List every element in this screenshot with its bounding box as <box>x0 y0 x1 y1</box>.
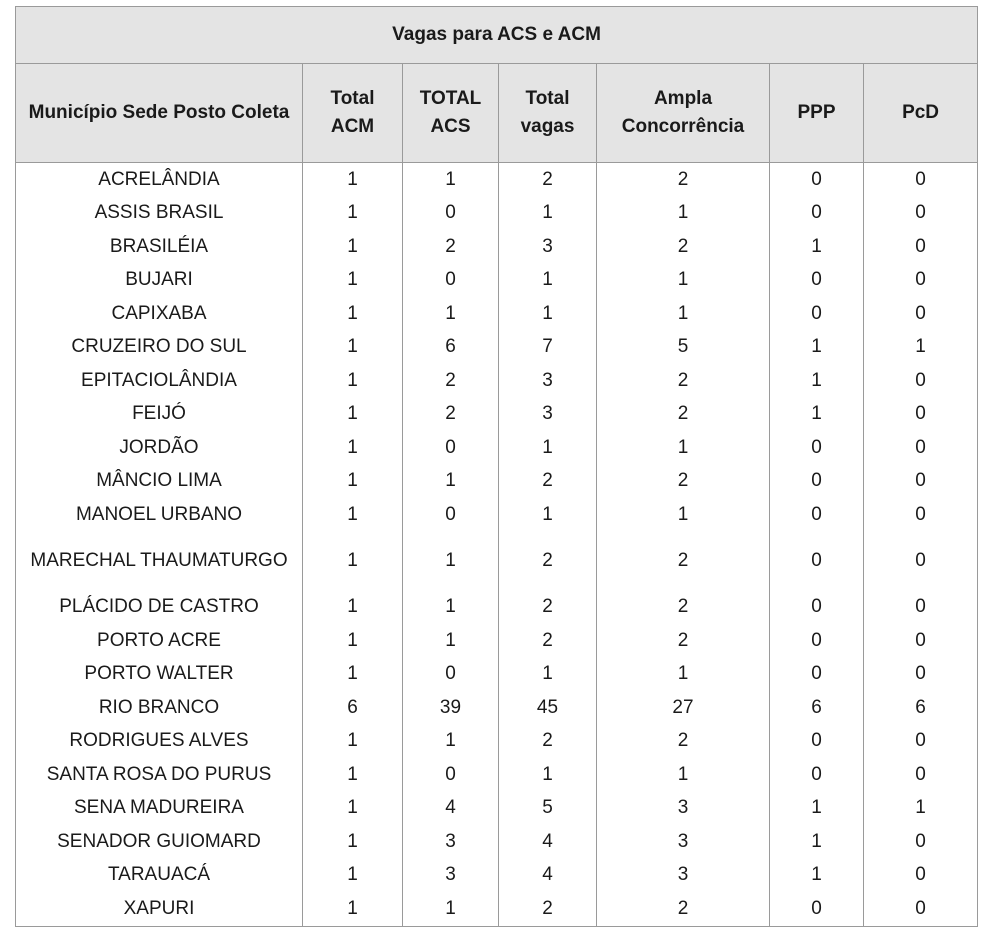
ppp-cell: 0 <box>770 532 864 591</box>
municipio-cell: MÂNCIO LIMA <box>16 465 303 499</box>
total-acm-cell: 1 <box>303 331 403 365</box>
municipio-cell: SENADOR GUIOMARD <box>16 825 303 859</box>
ppp-cell: 0 <box>770 431 864 465</box>
total-acm-cell: 1 <box>303 230 403 264</box>
table-row <box>16 398 978 432</box>
ampla-concorrencia-cell: 2 <box>597 725 770 759</box>
total-acm-cell: 1 <box>303 758 403 792</box>
table-row <box>16 691 978 725</box>
municipio-cell: ASSIS BRASIL <box>16 197 303 231</box>
ampla-concorrencia-cell: 1 <box>597 297 770 331</box>
total-acm-cell: 1 <box>303 431 403 465</box>
total-vagas-cell: 3 <box>499 364 597 398</box>
total-vagas-cell: 3 <box>499 398 597 432</box>
total-acs-cell: 1 <box>403 624 499 658</box>
total-acm-cell: 1 <box>303 725 403 759</box>
ppp-cell: 1 <box>770 331 864 365</box>
ppp-cell: 0 <box>770 465 864 499</box>
municipio-cell: CAPIXABA <box>16 297 303 331</box>
ppp-cell: 0 <box>770 163 864 197</box>
total-acm-cell: 1 <box>303 498 403 532</box>
municipio-cell: TARAUACÁ <box>16 859 303 893</box>
pcd-cell: 0 <box>864 465 978 499</box>
total-acs-cell: 3 <box>403 825 499 859</box>
table-row <box>16 264 978 298</box>
total-acs-cell: 1 <box>403 465 499 499</box>
ppp-cell: 0 <box>770 892 864 926</box>
pcd-cell: 6 <box>864 691 978 725</box>
total-acm-cell: 1 <box>303 364 403 398</box>
municipio-cell: RODRIGUES ALVES <box>16 725 303 759</box>
total-acs-cell: 6 <box>403 331 499 365</box>
municipio-cell: BRASILÉIA <box>16 230 303 264</box>
ampla-concorrencia-cell: 5 <box>597 331 770 365</box>
ppp-cell: 1 <box>770 230 864 264</box>
ampla-concorrencia-cell: 2 <box>597 465 770 499</box>
pcd-cell: 0 <box>864 591 978 625</box>
ampla-concorrencia-cell: 2 <box>597 591 770 625</box>
pcd-cell: 0 <box>864 658 978 692</box>
total-vagas-cell: 2 <box>499 465 597 499</box>
ampla-concorrencia-cell: 1 <box>597 758 770 792</box>
pcd-cell: 0 <box>864 230 978 264</box>
pcd-cell: 0 <box>864 264 978 298</box>
total-acs-cell: 39 <box>403 691 499 725</box>
table-row <box>16 624 978 658</box>
total-acs-cell: 0 <box>403 264 499 298</box>
ppp-cell: 0 <box>770 297 864 331</box>
total-acm-cell: 1 <box>303 264 403 298</box>
table-row <box>16 892 978 926</box>
table-row <box>16 725 978 759</box>
total-acs-cell: 1 <box>403 725 499 759</box>
total-vagas-cell: 1 <box>499 264 597 298</box>
table-body <box>16 163 978 927</box>
table-row <box>16 331 978 365</box>
total-vagas-cell: 4 <box>499 859 597 893</box>
municipio-cell: JORDÃO <box>16 431 303 465</box>
total-acm-cell: 1 <box>303 624 403 658</box>
header-ampla-concorrencia: Ampla Concorrência <box>597 64 770 163</box>
vacancy-table-container <box>15 6 977 927</box>
ampla-concorrencia-cell: 3 <box>597 859 770 893</box>
total-vagas-cell: 1 <box>499 197 597 231</box>
total-acs-cell: 0 <box>403 197 499 231</box>
table-row <box>16 230 978 264</box>
municipio-cell: SENA MADUREIRA <box>16 792 303 826</box>
table-row <box>16 364 978 398</box>
total-acs-cell: 0 <box>403 658 499 692</box>
total-vagas-cell: 2 <box>499 892 597 926</box>
table-row <box>16 163 978 197</box>
total-acm-cell: 1 <box>303 591 403 625</box>
pcd-cell: 0 <box>864 859 978 893</box>
table-row <box>16 197 978 231</box>
ampla-concorrencia-cell: 2 <box>597 230 770 264</box>
ampla-concorrencia-cell: 27 <box>597 691 770 725</box>
table-row <box>16 859 978 893</box>
total-acm-cell: 1 <box>303 197 403 231</box>
ampla-concorrencia-cell: 2 <box>597 398 770 432</box>
ampla-concorrencia-cell: 1 <box>597 197 770 231</box>
table-row <box>16 591 978 625</box>
municipio-cell: FEIJÓ <box>16 398 303 432</box>
total-acm-cell: 1 <box>303 792 403 826</box>
pcd-cell: 0 <box>864 825 978 859</box>
ampla-concorrencia-cell: 2 <box>597 624 770 658</box>
total-acs-cell: 4 <box>403 792 499 826</box>
table-title: Vagas para ACS e ACM <box>16 7 978 64</box>
total-vagas-cell: 5 <box>499 792 597 826</box>
header-pcd: PcD <box>864 64 978 163</box>
ppp-cell: 0 <box>770 498 864 532</box>
pcd-cell: 0 <box>864 398 978 432</box>
ppp-cell: 1 <box>770 398 864 432</box>
total-acs-cell: 1 <box>403 892 499 926</box>
total-acs-cell: 3 <box>403 859 499 893</box>
ampla-concorrencia-cell: 3 <box>597 825 770 859</box>
total-acm-cell: 6 <box>303 691 403 725</box>
municipio-cell: BUJARI <box>16 264 303 298</box>
ampla-concorrencia-cell: 3 <box>597 792 770 826</box>
ppp-cell: 1 <box>770 859 864 893</box>
total-acs-cell: 2 <box>403 398 499 432</box>
header-total-acm: Total ACM <box>303 64 403 163</box>
total-vagas-cell: 1 <box>499 297 597 331</box>
total-vagas-cell: 1 <box>499 758 597 792</box>
total-vagas-cell: 1 <box>499 658 597 692</box>
header-municipio: Município Sede Posto Coleta <box>16 64 303 163</box>
table-row <box>16 297 978 331</box>
ppp-cell: 1 <box>770 364 864 398</box>
ppp-cell: 6 <box>770 691 864 725</box>
total-acm-cell: 1 <box>303 163 403 197</box>
ampla-concorrencia-cell: 1 <box>597 498 770 532</box>
ppp-cell: 0 <box>770 624 864 658</box>
ampla-concorrencia-cell: 2 <box>597 163 770 197</box>
total-acm-cell: 1 <box>303 398 403 432</box>
total-acs-cell: 0 <box>403 431 499 465</box>
table-row <box>16 498 978 532</box>
header-ppp: PPP <box>770 64 864 163</box>
table-row <box>16 465 978 499</box>
municipio-cell: CRUZEIRO DO SUL <box>16 331 303 365</box>
pcd-cell: 0 <box>864 197 978 231</box>
municipio-cell: SANTA ROSA DO PURUS <box>16 758 303 792</box>
table-row <box>16 532 978 591</box>
table-row <box>16 431 978 465</box>
pcd-cell: 0 <box>864 892 978 926</box>
ampla-concorrencia-cell: 2 <box>597 532 770 591</box>
municipio-cell: MANOEL URBANO <box>16 498 303 532</box>
total-vagas-cell: 2 <box>499 725 597 759</box>
total-vagas-cell: 4 <box>499 825 597 859</box>
table-row <box>16 758 978 792</box>
municipio-cell: RIO BRANCO <box>16 691 303 725</box>
ppp-cell: 1 <box>770 825 864 859</box>
pcd-cell: 0 <box>864 297 978 331</box>
table-row <box>16 825 978 859</box>
total-acs-cell: 0 <box>403 758 499 792</box>
pcd-cell: 0 <box>864 163 978 197</box>
pcd-cell: 0 <box>864 758 978 792</box>
pcd-cell: 0 <box>864 431 978 465</box>
total-vagas-cell: 7 <box>499 331 597 365</box>
pcd-cell: 0 <box>864 364 978 398</box>
total-acs-cell: 2 <box>403 230 499 264</box>
municipio-cell: PLÁCIDO DE CASTRO <box>16 591 303 625</box>
header-total-acs: TOTAL ACS <box>403 64 499 163</box>
total-acs-cell: 1 <box>403 297 499 331</box>
total-acm-cell: 1 <box>303 532 403 591</box>
pcd-cell: 0 <box>864 532 978 591</box>
total-acm-cell: 1 <box>303 825 403 859</box>
ampla-concorrencia-cell: 1 <box>597 264 770 298</box>
total-acm-cell: 1 <box>303 297 403 331</box>
header-row <box>16 64 978 163</box>
total-vagas-cell: 2 <box>499 163 597 197</box>
ppp-cell: 0 <box>770 725 864 759</box>
total-vagas-cell: 2 <box>499 624 597 658</box>
pcd-cell: 0 <box>864 498 978 532</box>
ppp-cell: 0 <box>770 197 864 231</box>
pcd-cell: 1 <box>864 331 978 365</box>
total-acs-cell: 1 <box>403 163 499 197</box>
vacancy-table <box>15 6 978 927</box>
header-total-vagas: Total vagas <box>499 64 597 163</box>
total-acs-cell: 0 <box>403 498 499 532</box>
total-acs-cell: 2 <box>403 364 499 398</box>
ppp-cell: 0 <box>770 758 864 792</box>
total-acm-cell: 1 <box>303 859 403 893</box>
ppp-cell: 0 <box>770 264 864 298</box>
ppp-cell: 1 <box>770 792 864 826</box>
total-vagas-cell: 2 <box>499 532 597 591</box>
municipio-cell: XAPURI <box>16 892 303 926</box>
ppp-cell: 0 <box>770 658 864 692</box>
total-vagas-cell: 45 <box>499 691 597 725</box>
pcd-cell: 0 <box>864 725 978 759</box>
total-vagas-cell: 2 <box>499 591 597 625</box>
pcd-cell: 0 <box>864 624 978 658</box>
total-acm-cell: 1 <box>303 892 403 926</box>
ampla-concorrencia-cell: 2 <box>597 892 770 926</box>
pcd-cell: 1 <box>864 792 978 826</box>
total-vagas-cell: 1 <box>499 431 597 465</box>
total-vagas-cell: 3 <box>499 230 597 264</box>
ppp-cell: 0 <box>770 591 864 625</box>
table-row <box>16 792 978 826</box>
total-acs-cell: 1 <box>403 532 499 591</box>
table-row <box>16 658 978 692</box>
municipio-cell: ACRELÂNDIA <box>16 163 303 197</box>
ampla-concorrencia-cell: 1 <box>597 431 770 465</box>
total-vagas-cell: 1 <box>499 498 597 532</box>
municipio-cell: PORTO ACRE <box>16 624 303 658</box>
total-acm-cell: 1 <box>303 465 403 499</box>
total-acs-cell: 1 <box>403 591 499 625</box>
ampla-concorrencia-cell: 1 <box>597 658 770 692</box>
ampla-concorrencia-cell: 2 <box>597 364 770 398</box>
total-acm-cell: 1 <box>303 658 403 692</box>
municipio-cell: PORTO WALTER <box>16 658 303 692</box>
municipio-cell: EPITACIOLÂNDIA <box>16 364 303 398</box>
municipio-cell: MARECHAL THAUMATURGO <box>16 532 303 591</box>
